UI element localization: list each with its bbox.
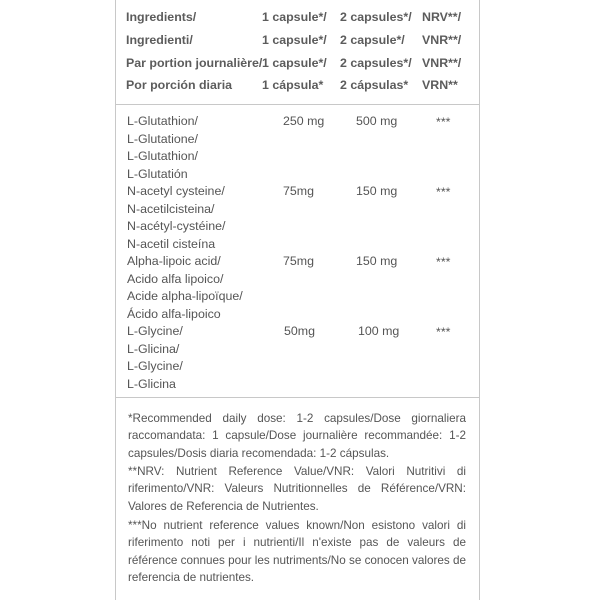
- header-dose2-label: 2 capsules*/: [340, 56, 412, 70]
- header-dose1-label: 1 capsule*/: [262, 33, 327, 47]
- ingredient-name: N-acetyl cysteine/: [127, 184, 225, 198]
- reference-value: ***: [436, 255, 451, 269]
- dose1-value: 75mg: [283, 184, 314, 198]
- dose2-value: 500 mg: [356, 114, 398, 128]
- header-dose1-label: 1 capsule*/: [262, 10, 327, 24]
- header-dose2-label: 2 capsule*/: [340, 33, 405, 47]
- header-divider: [116, 104, 479, 105]
- reference-value: ***: [436, 185, 451, 199]
- header-dose1-label: 1 cápsula*: [262, 78, 324, 92]
- header-ingredients-label: Ingredienti/: [126, 33, 193, 47]
- ingredient-name: L-Glutathion/: [127, 114, 198, 128]
- dose1-value: 75mg: [283, 254, 314, 268]
- ingredient-name: Acido alfa lipoico/: [127, 271, 224, 286]
- header-dose1-label: 1 capsule*/: [262, 56, 327, 70]
- reference-value: ***: [436, 325, 451, 339]
- footnote-recommended-dose: *Recommended daily dose: 1-2 capsules/Dose giornaliera raccomandata: 1 capsule/Dose journalière recommandée: 1-2 capsules/Dosis diaria recomendada: 1-2 cápsulas.: [128, 412, 466, 460]
- header-reference-label: VRN**: [422, 78, 458, 92]
- footnote-no-reference-values: ***No nutrient reference values known/Non esistono valori di riferimento noti per i nutrienti/Il n'existe pas de valeurs de référence connues pour les nutriments/No se conocen valores de referencia de nutrientes.: [128, 519, 466, 585]
- ingredient-name: Ácido alfa-lipoico: [127, 306, 221, 321]
- ingredient-names: [127, 253, 243, 323]
- header-ingredients-label: Por porción diaria: [126, 78, 233, 92]
- ingredient-name: Acide alpha-lipoïque/: [127, 289, 243, 303]
- ingredient-name: N-acétyl-cystéine/: [127, 219, 226, 233]
- ingredient-name: L-Glicina: [127, 376, 176, 391]
- header-reference-label: VNR**/: [422, 56, 462, 70]
- ingredient-name: L-Glutathion/: [127, 149, 198, 163]
- ingredient-name: L-Glycine/: [127, 324, 183, 338]
- ingredient-name: N-acetilcisteina/: [127, 201, 215, 216]
- footnote-divider: [116, 397, 479, 398]
- footnote-nrv-definition: **NRV: Nutrient Reference Value/VNR: Valori Nutritivi di riferimento/VNR: Valeurs Nutritionnelles de Référence/VRN: Valores de Referencia de Nutrientes.: [128, 465, 466, 513]
- dose1-value: 50mg: [284, 324, 315, 338]
- dose2-value: 150 mg: [356, 254, 398, 268]
- header-ingredients-label: Ingredients/: [126, 10, 197, 24]
- dose1-value: 250 mg: [283, 114, 325, 128]
- dose2-value: 150 mg: [356, 184, 398, 198]
- reference-value: ***: [436, 115, 451, 129]
- ingredient-name: Alpha-lipoic acid/: [127, 254, 221, 268]
- ingredient-name: L-Glutatión: [127, 166, 188, 181]
- header-ingredients-label: Par portion journalière/: [126, 56, 263, 70]
- ingredient-name: N-acetil cisteína: [127, 236, 216, 251]
- ingredient-name: L-Glycine/: [127, 359, 183, 373]
- ingredient-names: [127, 183, 225, 253]
- dose2-value: 100 mg: [358, 324, 400, 338]
- ingredient-names: [127, 113, 198, 183]
- header-reference-label: VNR**/: [422, 33, 462, 47]
- ingredient-name: L-Glicina/: [127, 341, 180, 356]
- ingredient-name: L-Glutatione/: [127, 131, 198, 146]
- ingredient-names: [127, 323, 183, 393]
- header-dose2-label: 2 capsules*/: [340, 10, 412, 24]
- header-dose2-label: 2 cápsulas*: [340, 78, 409, 92]
- header-reference-label: NRV**/: [422, 10, 462, 24]
